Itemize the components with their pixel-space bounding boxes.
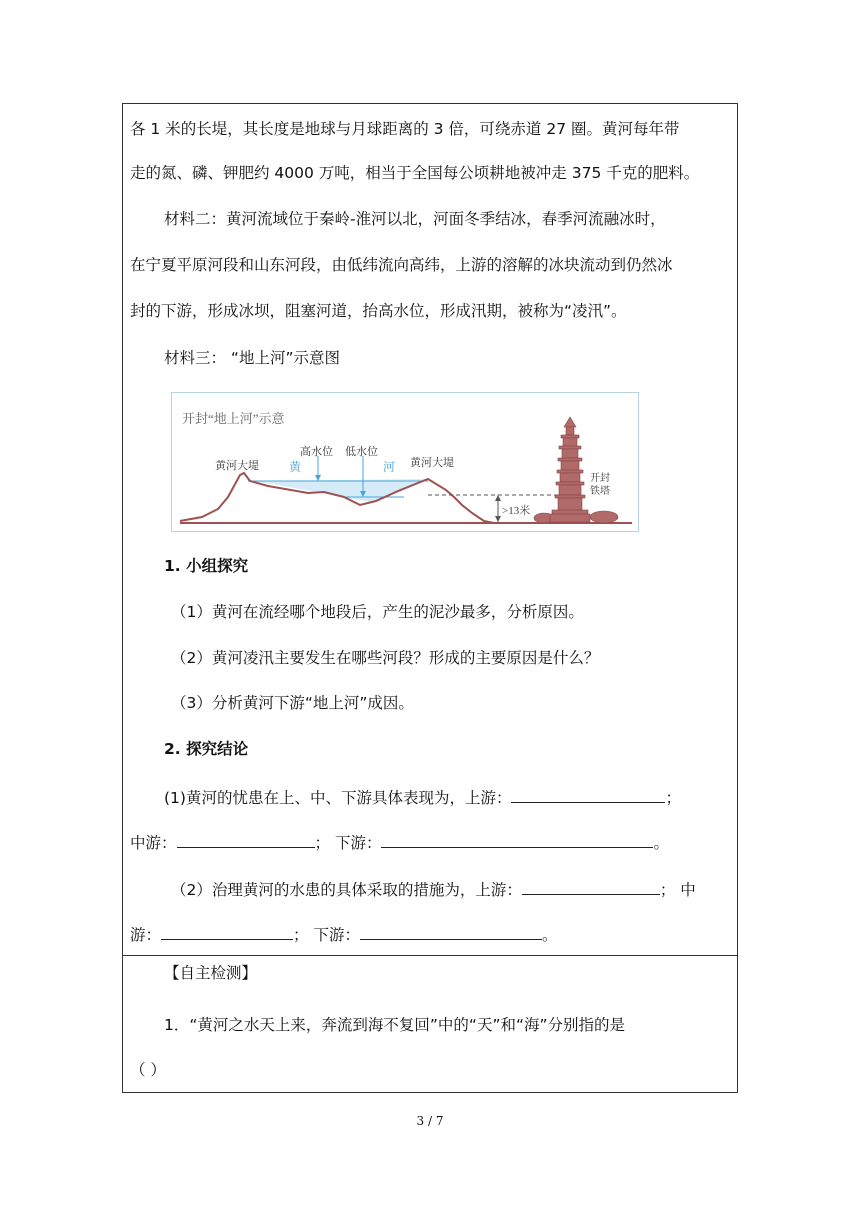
conclusion-heading: 2. 探究结论 [164,740,249,758]
conclusion-2-line-2 [130,923,557,946]
above-ground-river-diagram [171,392,639,532]
tower-label-line2: 铁塔 [590,486,610,497]
midstream-answer-blank[interactable] [177,831,315,848]
downstream-measure-blank[interactable] [360,923,542,940]
self-check-question-1: 1．“黄河之水天上来，奔流到海不复回”中的“天”和“海”分别指的是 [164,1016,626,1034]
inquiry-heading: 1. 小组探究 [164,557,249,575]
conclusion-1-text-b: ； [665,789,681,807]
inquiry-question-3: （3）分析黄河下游“地上河”成因。 [171,694,414,712]
midstream-measure-blank[interactable] [161,923,293,940]
upstream-measure-blank[interactable] [522,878,660,895]
conclusion-2-text-d: ； 下游： [293,926,360,944]
conclusion-1-text-c: 中游： [130,834,177,852]
low-water-label: 低水位 [345,445,378,458]
conclusion-1-text-a: (1)黄河的忧患在上、中、下游具体表现为，上游： [164,789,512,807]
conclusion-2-text-b: ； 中 [659,881,696,899]
material-two-line-1: 材料二：黄河流域位于秦岭-淮河以北，河面冬季结冰，春季河流融冰时， [164,210,666,228]
conclusion-1-line-1 [164,786,681,809]
downstream-answer-blank[interactable] [381,831,653,848]
inquiry-question-1: （1）黄河在流经哪个地段后，产生的泥沙最多，分析原因。 [171,603,584,621]
material-two-line-2: 在宁夏平原河段和山东河段，由低纬流向高纬，上游的溶解的冰块流动到仍然冰 [130,256,673,274]
iron-pagoda-icon [534,417,618,523]
conclusion-1-line-2 [130,831,669,854]
conclusion-2-text-a: （2）治理黄河的水患的具体采取的措施为，上游： [171,881,522,899]
river-char-huang: 黄 [289,460,302,474]
river-char-he: 河 [383,460,396,474]
body-line-2: 走的氮、磷、钾肥约 4000 万吨，相当于全国每公顷耕地被冲走 375 千克的肥料。 [130,164,700,182]
conclusion-2-text-c: 游： [130,926,162,944]
right-dike-label: 黄河大堤 [410,456,454,469]
conclusion-2-line-1 [171,878,696,901]
high-water-label: 高水位 [300,445,333,458]
material-two-line-3: 封的下游，形成冰坝，阻塞河道，抬高水位，形成汛期，被称为“凌汛”。 [130,302,627,320]
diagram-title: 开封“地上河”示意 [182,411,285,426]
conclusion-2-text-e: 。 [541,926,558,944]
conclusion-1-text-d: ； 下游： [314,834,382,852]
page-number: 3 / 7 [416,1114,444,1128]
conclusion-1-text-e: 。 [653,834,669,852]
material-three-caption: 材料三： “地上河”示意图 [164,349,340,367]
height-label: >13米 [502,505,531,517]
left-dike-label: 黄河大堤 [215,459,259,472]
answer-parentheses[interactable]: （ ） [130,1061,166,1079]
upstream-answer-blank[interactable] [511,786,665,803]
self-check-heading: 【自主检测】 [164,964,258,982]
body-line-1: 各 1 米的长堤，其长度是地球与月球距离的 3 倍，可绕赤道 27 圈。黄河每年带 [130,120,680,138]
inquiry-question-2: （2）黄河凌汛主要发生在哪些河段？形成的主要原因是什么？ [171,649,600,667]
table-row-divider [122,955,738,956]
tower-label-line1: 开封 [590,473,610,484]
